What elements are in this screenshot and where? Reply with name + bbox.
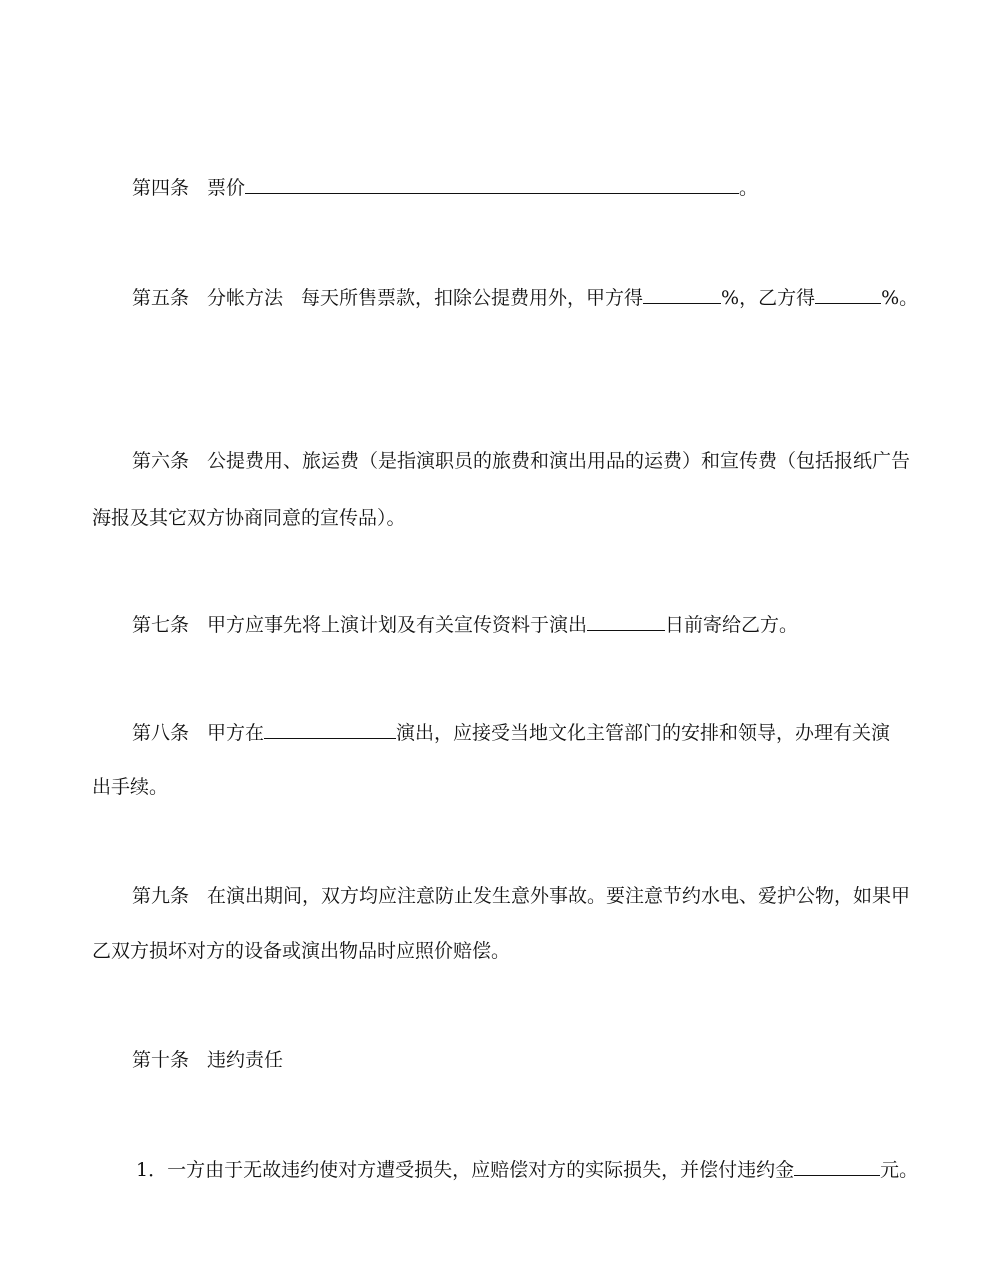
article-7-end: 日前寄给乙方。 <box>665 614 799 636</box>
article-9-line-1 <box>132 884 910 908</box>
article-8-line-1 <box>132 720 890 745</box>
article-10-label: 第十条 <box>132 1049 190 1071</box>
party-a-percent-blank[interactable] <box>643 285 721 304</box>
party-b-percent-blank[interactable] <box>815 285 881 304</box>
article-4 <box>132 175 758 200</box>
article-6-line-1 <box>132 449 910 473</box>
article-4-text: 票价 <box>207 177 246 199</box>
article-5 <box>132 285 918 310</box>
article-10-item-1-text: 1．一方由于无故违约使对方遭受损失，应赔偿对方的实际损失，并偿付违约金 <box>136 1159 795 1181</box>
article-8-text-cont: 出手续。 <box>92 776 169 798</box>
article-10-text: 违约责任 <box>207 1049 284 1071</box>
article-6-label: 第六条 <box>132 450 190 472</box>
days-before-blank[interactable] <box>587 612 665 631</box>
article-8-rest: 演出，应接受当地文化主管部门的安排和领导，办理有关演 <box>396 722 891 744</box>
article-9-text: 在演出期间，双方均应注意防止发生意外事故。要注意节约水电、爱护公物，如果甲 <box>207 885 911 907</box>
article-9-line-2 <box>92 939 510 963</box>
article-10-item-1 <box>136 1157 918 1182</box>
article-9-text-cont: 乙双方损坏对方的设备或演出物品时应照价赔偿。 <box>92 940 511 962</box>
article-8-line-2 <box>92 775 168 799</box>
article-5-clause: 每天所售票款，扣除公提费用外，甲方得 <box>301 287 644 309</box>
article-4-end: 。 <box>739 177 759 199</box>
article-6-text-cont: 海报及其它双方协商同意的宣传品）。 <box>92 507 406 529</box>
article-10-item-1-end: 元。 <box>880 1159 919 1181</box>
penalty-amount-blank[interactable] <box>794 1157 880 1176</box>
article-6-text: 公提费用、旅运费（是指演职员的旅费和演出用品的运费）和宣传费（包括报纸广告 <box>207 450 911 472</box>
article-5-text: 分帐方法 <box>207 287 284 309</box>
article-5-pct1: %，乙方得 <box>721 287 816 309</box>
article-9-label: 第九条 <box>132 885 190 907</box>
article-10 <box>132 1048 283 1072</box>
article-8-text: 甲方在 <box>207 722 265 744</box>
article-7 <box>132 612 798 637</box>
article-7-label: 第七条 <box>132 614 190 636</box>
venue-blank[interactable] <box>264 720 396 739</box>
article-5-label: 第五条 <box>132 287 190 309</box>
ticket-price-blank[interactable] <box>245 175 739 194</box>
article-8-label: 第八条 <box>132 722 190 744</box>
article-6-line-2 <box>92 506 406 530</box>
article-7-text: 甲方应事先将上演计划及有关宣传资料于演出 <box>207 614 588 636</box>
article-5-pct2: %。 <box>881 287 919 309</box>
article-4-label: 第四条 <box>132 177 190 199</box>
